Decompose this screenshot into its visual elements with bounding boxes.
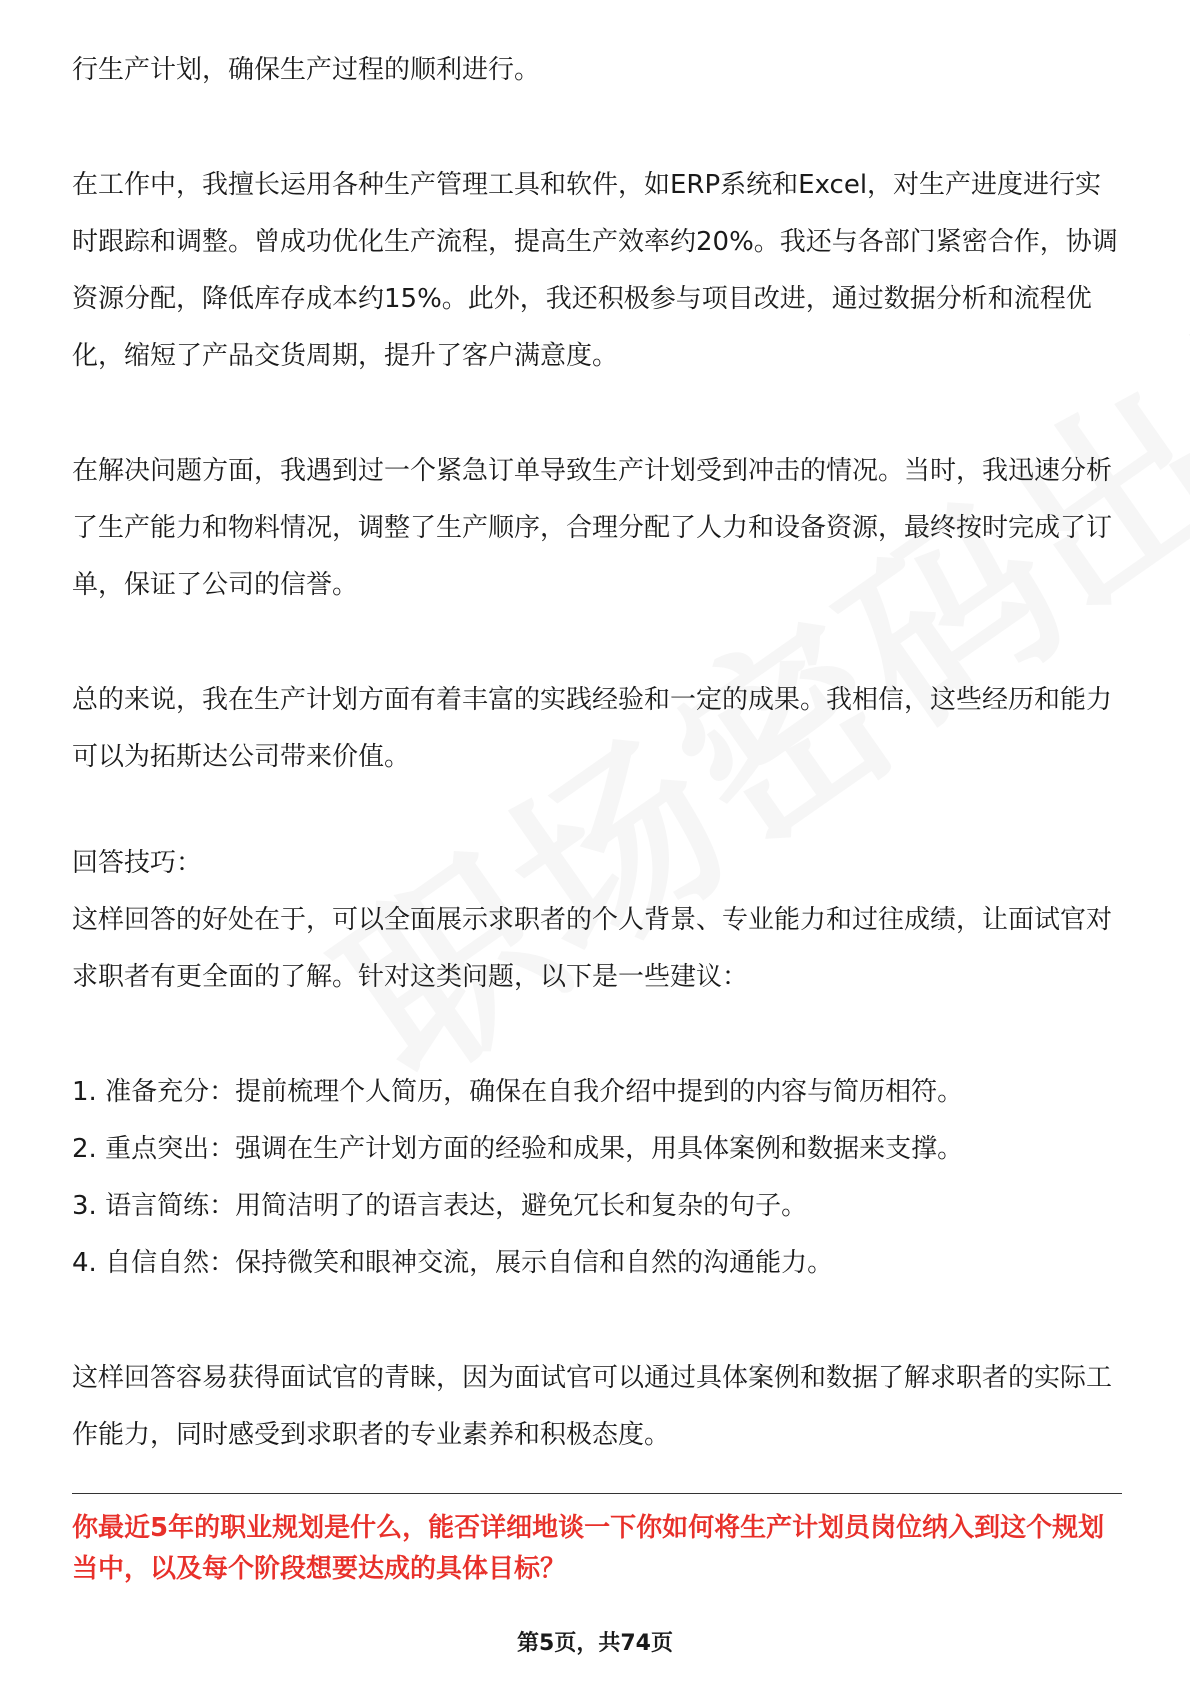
tips-heading: 回答技巧： <box>72 848 203 878</box>
paragraph-summary: 总的来说，我在生产计划方面有着丰富的实践经验和一定的成果。我相信，这些经历和能力可以为拓斯达公司带来价值。 <box>72 685 1113 772</box>
spacer <box>72 786 1122 835</box>
document-body <box>72 42 1122 1464</box>
next-question-heading: 你最近5年的职业规划是什么，能否详细地谈一下你如何将生产计划员岗位纳入到这个规划当中，以及每个阶段想要达成的具体目标？ <box>72 1513 1105 1584</box>
paragraph-continuation: 行生产计划，确保生产过程的顺利进行。 <box>72 55 541 85</box>
spacer <box>72 385 1122 443</box>
list-item: 4. 自信自然：保持微笑和眼神交流，展示自信和自然的沟通能力。 <box>72 1248 834 1278</box>
list-item: 3. 语言简练：用简洁明了的语言表达，避免冗长和复杂的句子。 <box>72 1191 808 1221</box>
paragraph-tips-intro: 这样回答的好处在于，可以全面展示求职者的个人背景、专业能力和过往成绩，让面试官对求职者有更全面的了解。针对这类问题，以下是一些建议： <box>72 905 1113 992</box>
list-item: 1. 准备充分：提前梳理个人简历，确保在自我介绍中提到的内容与简历相符。 <box>72 1077 964 1107</box>
spacer <box>72 1292 1122 1350</box>
paragraph-problem-solving: 在解决问题方面，我遇到过一个紧急订单导致生产计划受到冲击的情况。当时，我迅速分析了生产能力和物料情况，调整了生产顺序，合理分配了人力和设备资源，最终按时完成了订单，保证了公司的信誉。 <box>72 456 1113 600</box>
page-number: 第5页，共74页 <box>517 1631 673 1656</box>
paragraph-work-experience: 在工作中，我擅长运用各种生产管理工具和软件，如ERP系统和Excel，对生产进度进行实时跟踪和调整。曾成功优化生产流程，提高生产效率约20%。我还与各部门紧密合作，协调资源分配，降低库存成本约15%。此外，我还积极参与项目改进，通过数据分析和流程优化，缩短了产品交货周期，提升了客户满意度。 <box>72 170 1118 371</box>
section-divider <box>72 1493 1122 1494</box>
spacer <box>72 99 1122 157</box>
tips-list <box>72 1064 1122 1292</box>
spacer <box>72 1006 1122 1064</box>
list-item: 2. 重点突出：强调在生产计划方面的经验和成果，用具体案例和数据来支撑。 <box>72 1134 964 1164</box>
paragraph-conclusion: 这样回答容易获得面试官的青睐，因为面试官可以通过具体案例和数据了解求职者的实际工作能力，同时感受到求职者的专业素养和积极态度。 <box>72 1363 1113 1450</box>
spacer <box>72 614 1122 672</box>
